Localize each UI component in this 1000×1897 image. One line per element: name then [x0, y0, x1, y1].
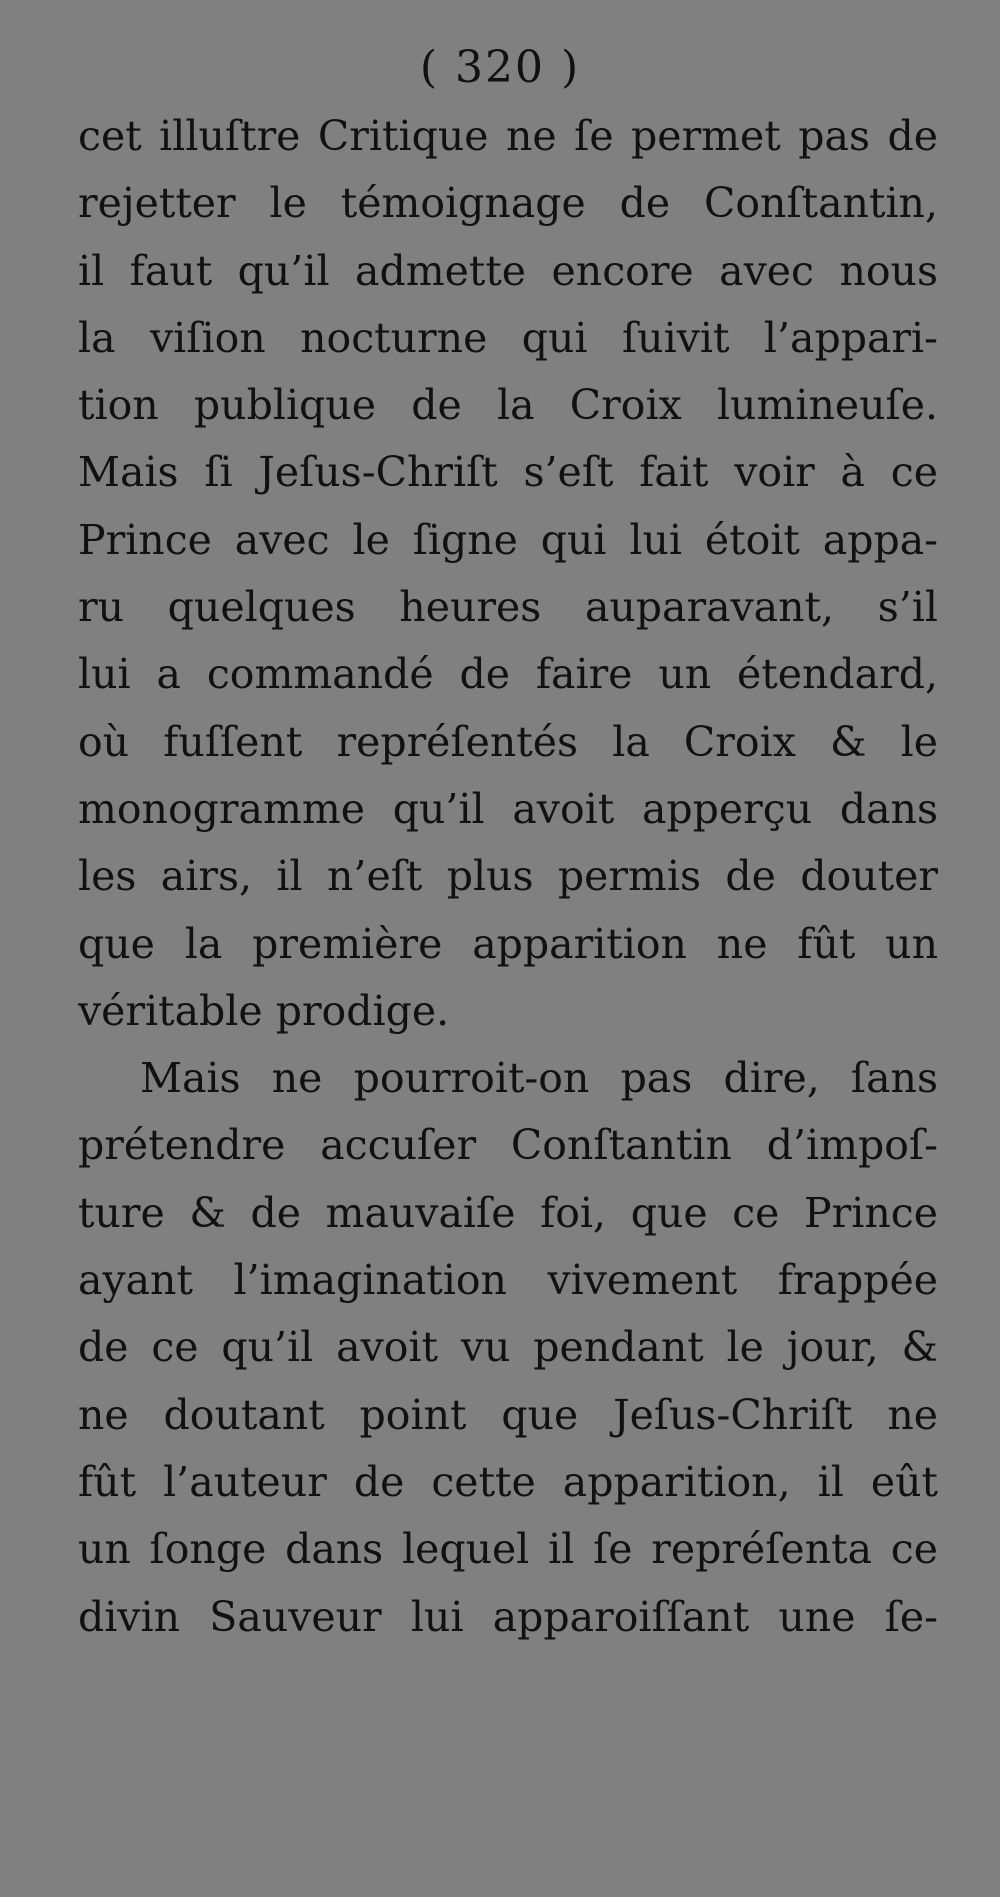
- text-line: prétendre accuſer Conſtantin d’impoſ-: [78, 1121, 938, 1170]
- text-line: ture & de mauvaiſe foi, que ce Prince: [78, 1188, 938, 1237]
- text-line: rejetter le témoignage de Conſtantin,: [78, 179, 938, 228]
- page-number-header: ( 320 ): [419, 42, 581, 93]
- text-line: ayant l’imagination vivement frappée: [78, 1256, 938, 1305]
- text-line: il faut qu’il admette encore avec nous: [78, 246, 938, 295]
- text-line: de ce qu’il avoit vu pendant le jour, &: [78, 1323, 938, 1372]
- body-text: [78, 103, 938, 1651]
- text-line: ru quelques heures auparavant, s’il: [78, 583, 938, 632]
- text-line: divin Sauveur lui apparoiſſant une ſe-: [78, 1592, 938, 1641]
- paragraph-first-line: Mais ne pourroit-on pas dire, ſans: [140, 1054, 938, 1103]
- text-line: monogramme qu’il avoit apperçu dans: [78, 784, 938, 833]
- text-line: lui a commandé de faire un étendard,: [78, 650, 938, 699]
- text-line: que la première apparition ne fût un: [78, 919, 938, 968]
- text-line: la viſion nocturne qui ſuivit l’appari-: [78, 313, 938, 362]
- text-line: où fuſſent repréſentés la Croix & le: [78, 717, 938, 766]
- text-line: ne doutant point que Jeſus-Chriſt ne: [78, 1390, 938, 1439]
- text-line: Prince avec le ſigne qui lui étoit appa-: [78, 515, 938, 564]
- text-line: fût l’auteur de cette apparition, il eût: [78, 1457, 938, 1506]
- text-line: cet illuſtre Critique ne ſe permet pas de: [78, 112, 938, 160]
- paragraph-last-line: véritable prodige.: [78, 986, 450, 1035]
- text-line: les airs, il n’eſt plus permis de douter: [78, 852, 938, 901]
- text-line: Mais ſi Jeſus-Chriſt s’eſt fait voir à ce: [78, 448, 938, 497]
- text-line: un ſonge dans lequel il ſe repréſenta ce: [78, 1525, 938, 1574]
- text-line: tion publique de la Croix lumineuſe.: [78, 381, 938, 430]
